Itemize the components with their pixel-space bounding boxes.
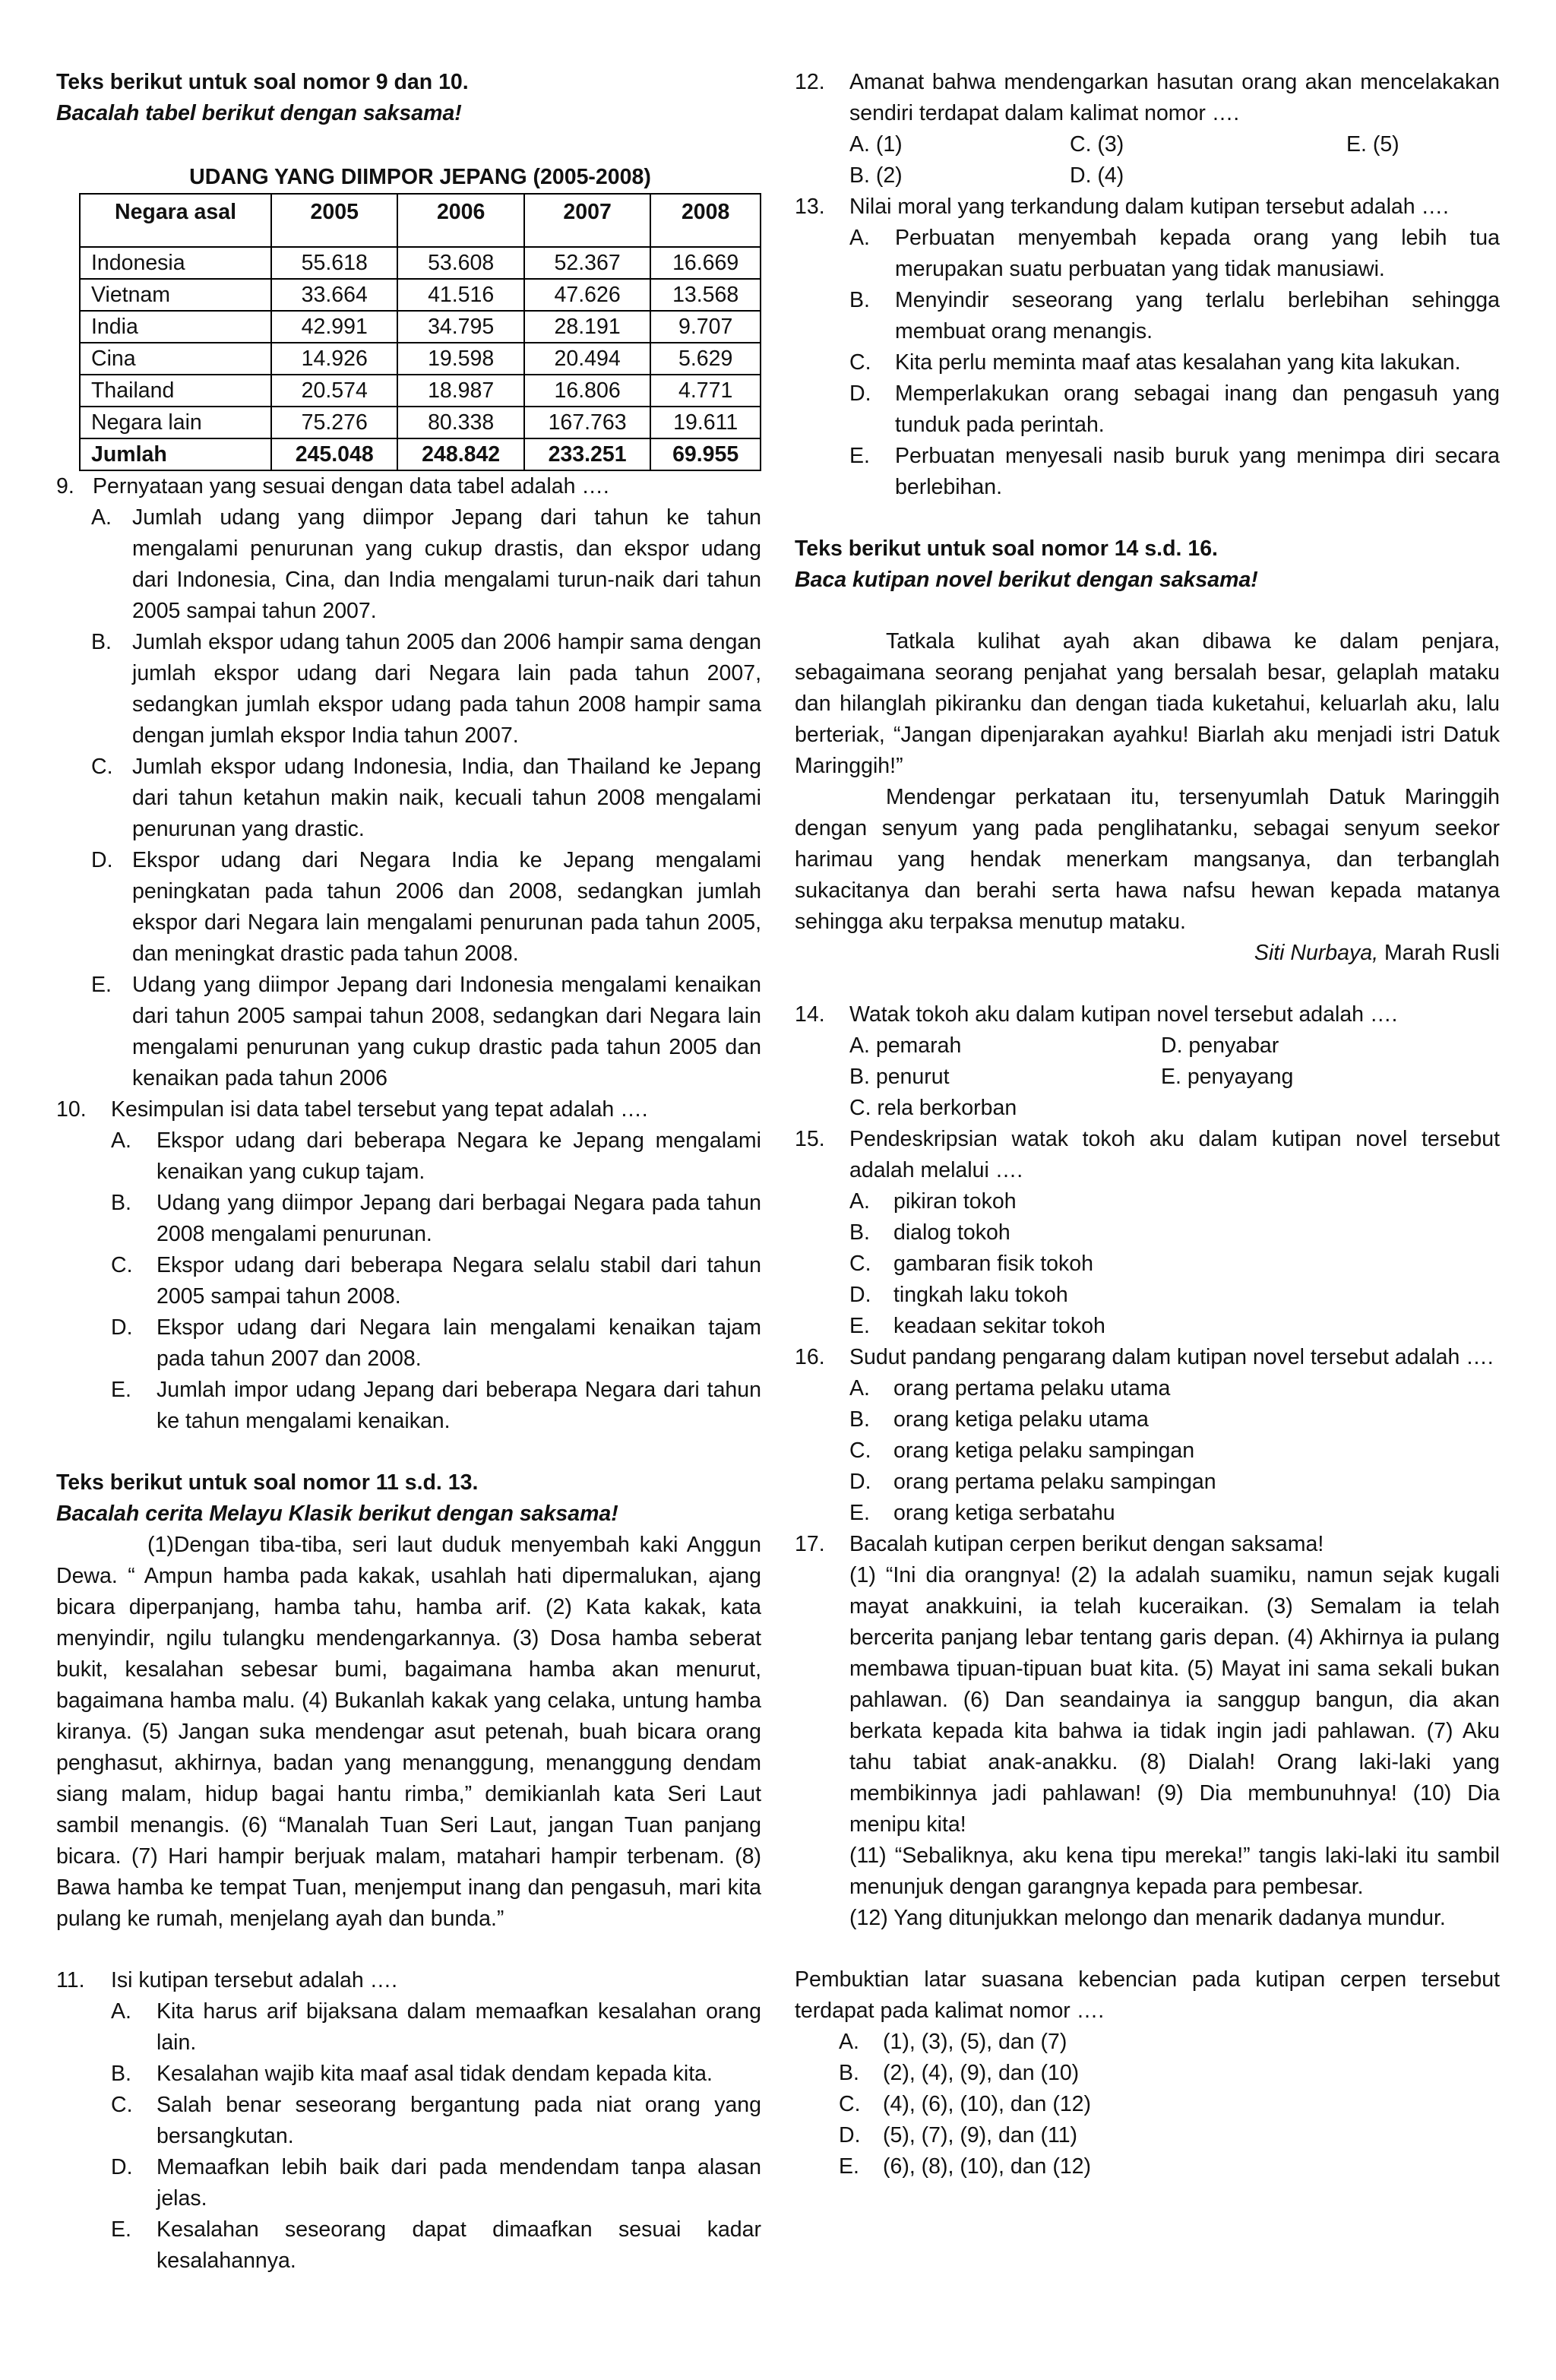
section-title-q14-16: Teks berikut untuk soal nomor 14 s.d. 16. — [795, 536, 1218, 561]
option-letter: B. — [849, 1407, 870, 1432]
option-text: tingkah laku tokoh — [893, 1283, 1068, 1307]
malay-story-passage: (1)Dengan tiba-tiba, seri laut duduk menyembah kaki Anggun Dewa. “ Ampun hamba pada kakak, usahlah hati dipermalukan, ajang bicara diperpanjang, hamba tahu, hamba arif. (2) Kata kakak, kata menyindir, ngilu tulangku mendengarkannya. (3) Dosa hamba seberat bukit, kesalahan sebesar bumi, bagaimana hamba akan menurut, bagaimana hamba malu. (4) Bukanlah kakak yang celaka, untung hamba kiranya. (5) Jangan suka mendengar asut petenah, buah bicara orang penghasut, akhirnya, badan yang menanggung, menanggung dendam siang malam, hidup bagai hantu rimba,” demikianlah kata Seri Laut sambil menangis. (6) “Manalah Tuan Seri Laut, jangan Tuan panjang bicara. (7) Hari hampir berjuak malam, matahari hampir terbenam. (8) Bawa hamba ke tempat Tuan, menjemput inang dan pengasuh, mari kita pulang ke rumah, menjelang ayah dan bunda.” — [56, 1533, 761, 1931]
question-number: 13. — [795, 195, 825, 219]
table-total-row — [80, 438, 761, 470]
table-caption: UDANG YANG DIIMPOR JEPANG (2005-2008) — [189, 165, 651, 189]
value-cell: 4.771 — [650, 375, 761, 407]
option — [839, 2120, 1500, 2151]
option-letter: D. — [849, 1283, 871, 1307]
option — [111, 1375, 761, 1437]
option — [111, 1250, 761, 1312]
question-text: Isi kutipan tersebut adalah …. — [111, 1968, 398, 1992]
question-10 — [56, 1094, 761, 1125]
section-instruction-q14-16: Baca kutipan novel berikut dengan saksama! — [795, 568, 1258, 592]
option — [849, 347, 1500, 378]
question-text: Nilai moral yang terkandung dalam kutipan tersebut adalah …. — [849, 195, 1449, 219]
option — [839, 2151, 1500, 2182]
option-text: pikiran tokoh — [893, 1189, 1017, 1214]
value-cell: 14.926 — [271, 343, 397, 375]
option-letter: C. — [839, 2092, 861, 2116]
value-cell: 19.611 — [650, 407, 761, 438]
option-letter: C. — [111, 2093, 133, 2117]
option-text: Kesalahan seseorang dapat dimaafkan sesuai kadar kesalahannya. — [157, 2217, 761, 2273]
option — [839, 2027, 1500, 2058]
option — [849, 223, 1500, 285]
novel-source — [795, 938, 1500, 969]
option-text: Ekspor udang dari Negara lain mengalami kenaikan tajam pada tahun 2007 dan 2008. — [157, 1315, 761, 1371]
option-letter: D. — [91, 848, 113, 872]
option-letter: C. — [111, 1253, 133, 1277]
option — [849, 1404, 1500, 1435]
value-cell: 20.574 — [271, 375, 397, 407]
option — [111, 2152, 761, 2214]
question-13-options — [849, 223, 1500, 503]
short-story-passage — [849, 1560, 1500, 1934]
option — [111, 2059, 761, 2090]
option-letter: E. — [111, 2217, 131, 2242]
option-letter: B. — [111, 1191, 131, 1215]
source-title: Siti Nurbaya, — [1254, 941, 1379, 965]
option: B. (2) — [849, 163, 903, 188]
country-cell: Negara lain — [80, 407, 271, 438]
option — [111, 1312, 761, 1375]
option-letter: B. — [91, 630, 112, 654]
option — [91, 627, 761, 752]
question-16-options — [849, 1373, 1500, 1529]
option-letter: B. — [111, 2062, 131, 2086]
question-14-options-row1 — [849, 1030, 1500, 1062]
question-14-options-row3 — [849, 1093, 1500, 1124]
option-letter: D. — [111, 1315, 133, 1340]
source-author: Marah Rusli — [1378, 941, 1500, 965]
option-letter: A. — [111, 1128, 131, 1153]
option — [111, 1188, 761, 1250]
value-cell: 19.598 — [397, 343, 523, 375]
country-cell: India — [80, 311, 271, 343]
option-text: Jumlah ekspor udang tahun 2005 dan 2006 hampir sama dengan jumlah ekspor udang dari Negara lain pada tahun 2007, sedangkan jumlah ekspor udang pada tahun 2008 hampir sama dengan jumlah ekspor India tahun 2007. — [132, 630, 761, 748]
option — [111, 1996, 761, 2059]
table-header-cell: 2006 — [397, 194, 523, 247]
option-text: orang ketiga pelaku sampingan — [893, 1438, 1195, 1463]
country-cell: Thailand — [80, 375, 271, 407]
question-number: 12. — [795, 70, 825, 94]
question-12 — [795, 67, 1500, 129]
right-column — [795, 67, 1500, 2182]
value-cell: 20.494 — [524, 343, 650, 375]
option-text: dialog tokoh — [893, 1220, 1010, 1245]
section-title-q9-10: Teks berikut untuk soal nomor 9 dan 10. — [56, 70, 469, 94]
table-header-cell: Negara asal — [80, 194, 271, 247]
section-instruction-q11-13: Bacalah cerita Melayu Klasik berikut dengan saksama! — [56, 1502, 618, 1526]
option: D. (4) — [1070, 163, 1124, 188]
question-text: Sudut pandang pengarang dalam kutipan novel tersebut adalah …. — [849, 1345, 1494, 1369]
option — [849, 1498, 1500, 1529]
option — [849, 285, 1500, 347]
option-text: (1), (3), (5), dan (7) — [883, 2030, 1067, 2054]
option-letter: D. — [849, 381, 871, 406]
table-header-cell: 2007 — [524, 194, 650, 247]
question-15 — [795, 1124, 1500, 1186]
value-cell: 33.664 — [271, 279, 397, 311]
question-number: 10. — [56, 1097, 87, 1122]
option-text: Kesalahan wajib kita maaf asal tidak dendam kepada kita. — [157, 2062, 713, 2086]
table-header-cell: 2005 — [271, 194, 397, 247]
question-9-options — [91, 502, 761, 1094]
table-body — [80, 247, 761, 470]
option: D. penyabar — [1161, 1033, 1279, 1058]
value-cell: 5.629 — [650, 343, 761, 375]
question-12-options-row2 — [849, 160, 1500, 191]
novel-paragraph-2: Mendengar perkataan itu, tersenyumlah Datuk Maringgih dengan senyum yang pada penglihatanku, sebagai senyum seekor harimau yang hendak menerkam mangsanya, dan terbanglah sukacitanya dan berahi serta hawa nafsu hewan kepada matanya sehingga aku terpaksa menutup mataku. — [795, 785, 1500, 934]
option-letter: E. — [91, 973, 112, 997]
table-header-cell: 2008 — [650, 194, 761, 247]
option-text: Kita perlu meminta maaf atas kesalahan yang kita lakukan. — [895, 350, 1461, 375]
value-cell: 13.568 — [650, 279, 761, 311]
option: E. (5) — [1346, 132, 1399, 157]
value-cell: 75.276 — [271, 407, 397, 438]
option-text: orang pertama pelaku sampingan — [893, 1470, 1216, 1494]
total-value-cell: 69.955 — [650, 438, 761, 470]
option: A. (1) — [849, 132, 903, 157]
option — [111, 2090, 761, 2152]
option — [91, 502, 761, 627]
option-text: Udang yang diimpor Jepang dari Indonesia mengalami kenaikan dari tahun 2005 sampai tahun 2008, sedangkan dari Negara lain mengalami penurunan yang cukup drastic pada tahun 2005 dan kenaikan pada tahun 2006 — [132, 973, 761, 1090]
question-number: 16. — [795, 1345, 825, 1369]
value-cell: 80.338 — [397, 407, 523, 438]
section-instruction-q9-10: Bacalah tabel berikut dengan saksama! — [56, 101, 462, 125]
question-number: 14. — [795, 1002, 825, 1027]
question-17-prompt: Pembuktian latar suasana kebencian pada kutipan cerpen tersebut terdapat pada kalimat nomor …. — [795, 1967, 1500, 2023]
shrimp-import-table — [79, 193, 761, 471]
question-text: Pendeskripsian watak tokoh aku dalam kutipan novel tersebut adalah melalui …. — [849, 1127, 1500, 1182]
option: E. penyayang — [1161, 1065, 1294, 1089]
option-letter: A. — [849, 226, 870, 250]
option-text: (6), (8), (10), dan (12) — [883, 2154, 1092, 2179]
section-title-q11-13: Teks berikut untuk soal nomor 11 s.d. 13. — [56, 1470, 479, 1495]
question-text: Bacalah kutipan cerpen berikut dengan saksama! — [849, 1532, 1324, 1556]
option — [839, 2089, 1500, 2120]
option — [111, 1125, 761, 1188]
option-text: (4), (6), (10), dan (12) — [883, 2092, 1092, 2116]
value-cell: 18.987 — [397, 375, 523, 407]
option-text: Menyindir seseorang yang terlalu berlebihan sehingga membuat orang menangis. — [895, 288, 1500, 343]
option-letter: D. — [849, 1470, 871, 1494]
option-text: Perbuatan menyesali nasib buruk yang menimpa diri secara berlebihan. — [895, 444, 1500, 499]
total-value-cell: 233.251 — [524, 438, 650, 470]
option-text: Perbuatan menyembah kepada orang yang lebih tua merupakan suatu perbuatan yang tidak manusiawi. — [895, 226, 1500, 281]
question-text: Watak tokoh aku dalam kutipan novel tersebut adalah …. — [849, 1002, 1398, 1027]
country-cell: Indonesia — [80, 247, 271, 279]
option — [849, 1467, 1500, 1498]
option-letter: D. — [111, 2155, 133, 2179]
table-row — [80, 311, 761, 343]
value-cell: 9.707 — [650, 311, 761, 343]
story-passage-part-3: (12) Yang ditunjukkan melongo dan menarik dadanya mundur. — [849, 1906, 1446, 1930]
total-value-cell: 248.842 — [397, 438, 523, 470]
option — [849, 1217, 1500, 1249]
option — [849, 1249, 1500, 1280]
option — [849, 1435, 1500, 1467]
option-text: (2), (4), (9), dan (10) — [883, 2061, 1080, 2085]
option-letter: B. — [849, 1220, 870, 1245]
option-letter: C. — [91, 755, 113, 779]
option-letter: E. — [839, 2154, 859, 2179]
value-cell: 41.516 — [397, 279, 523, 311]
option-letter: E. — [849, 1501, 870, 1525]
option-text: Udang yang diimpor Jepang dari berbagai Negara pada tahun 2008 mengalami penurunan. — [157, 1191, 761, 1246]
option-letter: A. — [111, 1999, 131, 2024]
question-17 — [795, 1529, 1500, 1560]
country-cell: Vietnam — [80, 279, 271, 311]
option-text: Memaafkan lebih baik dari pada mendendam tanpa alasan jelas. — [157, 2155, 761, 2211]
option-text: orang ketiga serbatahu — [893, 1501, 1115, 1525]
table-row — [80, 407, 761, 438]
option-text: Ekspor udang dari beberapa Negara selalu stabil dari tahun 2005 sampai tahun 2008. — [157, 1253, 761, 1309]
value-cell: 53.608 — [397, 247, 523, 279]
option: A. pemarah — [849, 1033, 962, 1058]
value-cell: 42.991 — [271, 311, 397, 343]
option: C. rela berkorban — [849, 1096, 1017, 1120]
value-cell: 52.367 — [524, 247, 650, 279]
table-row — [80, 279, 761, 311]
option-letter: E. — [849, 1314, 870, 1338]
question-10-options — [111, 1125, 761, 1437]
option-text: Salah benar seseorang bergantung pada niat orang yang bersangkutan. — [157, 2093, 761, 2148]
story-passage-part-1: (1) “Ini dia orangnya! (2) Ia adalah suamiku, namun sejak kugali mayat anakkuini, ia telah kuceraikan. (3) Semalam ia telah bercerita panjang lebar tentang garis depan. (4) Akhirnya ia pulang membawa tipuan-tipuan buat kita. (5) Mayat ini sama sekali bukan pahlawan. (6) Dan seandainya ia sanggup bangun, dia akan berkata kepada kita bahwa ia tidak ingin jadi pahlawan. (7) Aku tahu tabiat anak-anakku. (8) Dialah! Orang laki-laki yang membikinnya jadi pahlawan! (9) Dia membunuhnya! (10) Dia menipu kita! — [849, 1563, 1500, 1837]
question-16 — [795, 1342, 1500, 1373]
question-text: Kesimpulan isi data tabel tersebut yang tepat adalah …. — [111, 1097, 648, 1122]
option-text: gambaran fisik tokoh — [893, 1252, 1093, 1276]
option — [849, 378, 1500, 441]
value-cell: 55.618 — [271, 247, 397, 279]
total-value-cell: 245.048 — [271, 438, 397, 470]
total-label-cell: Jumlah — [80, 438, 271, 470]
question-14-options-row2 — [849, 1062, 1500, 1093]
option-letter: E. — [111, 1378, 131, 1402]
novel-paragraph-1: Tatkala kulihat ayah akan dibawa ke dalam penjara, sebagaimana seorang penjahat yang bersalah besar, gelaplah mataku dan hilanglah pikiranku dan dengan tiada kuketahui, keluarlah aku, lalu berteriak, “Jangan dipenjarakan ayahku! Biarlah aku menjadi istri Datuk Maringgih!” — [795, 629, 1500, 778]
option-text: Ekspor udang dari Negara India ke Jepang mengalami peningkatan pada tahun 2006 dan 2008, sedangkan jumlah ekspor dari Negara lain mengalami penurunan pada tahun 2005, dan meningkat drastic pada tahun 2008. — [132, 848, 761, 966]
value-cell: 167.763 — [524, 407, 650, 438]
question-17-options — [839, 2027, 1500, 2182]
table-row — [80, 247, 761, 279]
left-column — [56, 67, 761, 2277]
question-14 — [795, 999, 1500, 1030]
option — [91, 845, 761, 970]
question-text: Pernyataan yang sesuai dengan data tabel adalah …. — [93, 474, 609, 498]
option-text: Jumlah impor udang Jepang dari beberapa Negara dari tahun ke tahun mengalami kenaikan. — [157, 1378, 761, 1433]
option: B. penurut — [849, 1065, 950, 1089]
option-text: orang ketiga pelaku utama — [893, 1407, 1149, 1432]
option — [849, 441, 1500, 503]
story-passage-part-2: (11) “Sebaliknya, aku kena tipu mereka!” tangis laki-laki itu sambil menunjuk dengan garangnya kepada para pembesar. — [849, 1844, 1500, 1899]
question-9 — [56, 471, 761, 502]
option — [91, 752, 761, 845]
question-number: 17. — [795, 1532, 825, 1556]
country-cell: Cina — [80, 343, 271, 375]
option-text: Jumlah udang yang diimpor Jepang dari tahun ke tahun mengalami penurunan yang cukup drastis, dan ekspor udang dari Indonesia, Cina, dan India mengalami turun-naik dari tahun 2005 sampai tahun 2007. — [132, 505, 761, 623]
question-text: Amanat bahwa mendengarkan hasutan orang akan mencelakakan sendiri terdapat dalam kalimat nomor …. — [849, 70, 1500, 125]
option-letter: E. — [849, 444, 870, 468]
option-letter: A. — [849, 1189, 870, 1214]
question-11-options — [111, 1996, 761, 2277]
question-13 — [795, 191, 1500, 223]
option: C. (3) — [1070, 132, 1124, 157]
option-letter: B. — [839, 2061, 859, 2085]
option-text: Jumlah ekspor udang Indonesia, India, dan Thailand ke Jepang dari tahun ketahun makin naik, kecuali tahun 2008 mengalami penurunan yang drastic. — [132, 755, 761, 841]
option-letter: B. — [849, 288, 870, 312]
option-letter: A. — [839, 2030, 859, 2054]
option-letter: C. — [849, 1252, 871, 1276]
question-number: 11. — [56, 1968, 85, 1992]
option-letter: C. — [849, 350, 871, 375]
option — [91, 970, 761, 1094]
option-letter: A. — [91, 505, 112, 530]
option — [849, 1280, 1500, 1311]
option-text: orang pertama pelaku utama — [893, 1376, 1171, 1400]
option-text: keadaan sekitar tokoh — [893, 1314, 1105, 1338]
question-12-options-row1 — [849, 129, 1500, 160]
option-letter: A. — [849, 1376, 870, 1400]
option-text: (5), (7), (9), dan (11) — [883, 2123, 1078, 2147]
table-row — [80, 343, 761, 375]
option — [839, 2058, 1500, 2089]
value-cell: 28.191 — [524, 311, 650, 343]
question-11 — [56, 1965, 761, 1996]
option — [849, 1373, 1500, 1404]
value-cell: 34.795 — [397, 311, 523, 343]
table-header-row — [80, 194, 761, 247]
question-number: 15. — [795, 1127, 825, 1151]
option — [849, 1186, 1500, 1217]
table-row — [80, 375, 761, 407]
option-text: Ekspor udang dari beberapa Negara ke Jepang mengalami kenaikan yang cukup tajam. — [157, 1128, 761, 1184]
option-text: Kita harus arif bijaksana dalam memaafkan kesalahan orang lain. — [157, 1999, 761, 2055]
option — [849, 1311, 1500, 1342]
value-cell: 16.669 — [650, 247, 761, 279]
question-number: 9. — [56, 474, 74, 498]
option-text: Memperlakukan orang sebagai inang dan pengasuh yang tunduk pada perintah. — [895, 381, 1500, 437]
option — [111, 2214, 761, 2277]
option-letter: D. — [839, 2123, 861, 2147]
option-letter: C. — [849, 1438, 871, 1463]
question-15-options — [849, 1186, 1500, 1342]
value-cell: 47.626 — [524, 279, 650, 311]
value-cell: 16.806 — [524, 375, 650, 407]
